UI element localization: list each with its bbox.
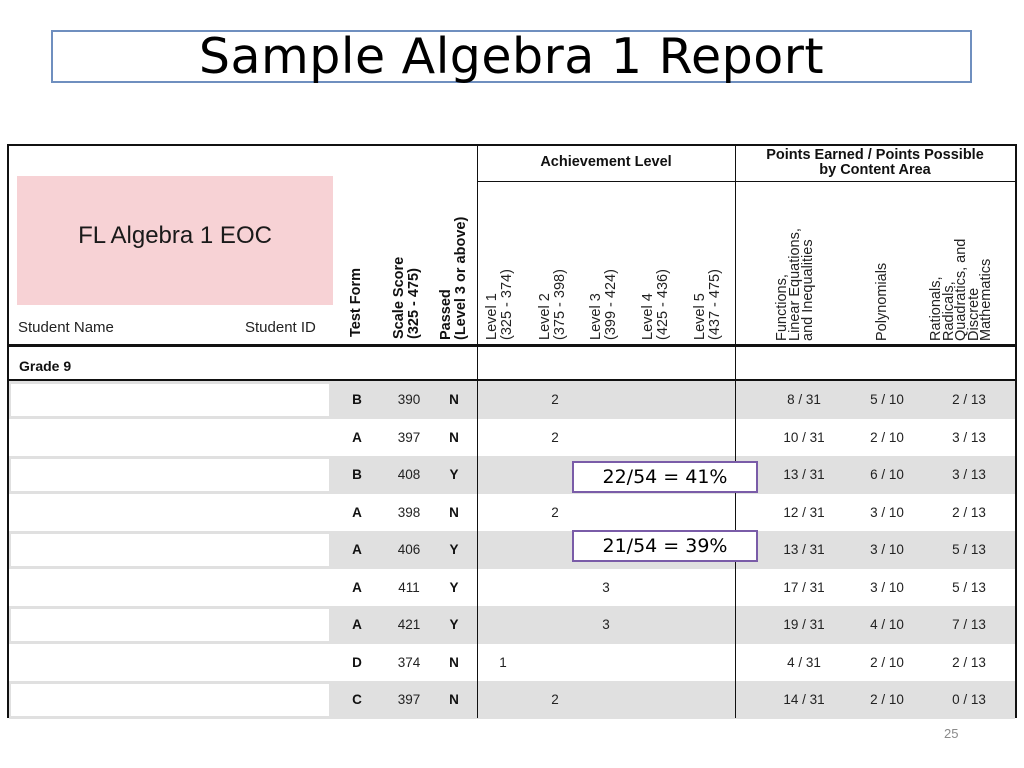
functions-points-cell: 12 / 31 [783, 504, 825, 520]
table-row [9, 531, 1015, 569]
level-2-header [538, 269, 568, 340]
polynomials-points-cell: 2 / 10 [870, 429, 904, 445]
achievement-level-title: Achievement Level [540, 154, 672, 170]
polynomials-points-cell: 6 / 10 [870, 467, 904, 482]
functions-points-cell: 13 / 31 [783, 542, 825, 557]
level-5-range: (437 - 475) [707, 269, 723, 340]
points-left-rule [735, 146, 736, 718]
polynomials-points-cell: 3 / 10 [870, 504, 904, 520]
rationals-points-cell: 0 / 13 [952, 692, 986, 707]
polynomials-points-cell: 2 / 10 [870, 654, 904, 670]
test-form-cell: A [352, 429, 362, 445]
rationals-line-4: Discrete [965, 287, 982, 341]
exam-name-box: FL Algebra 1 EOC [17, 176, 333, 305]
level-cell: 2 [551, 429, 559, 445]
level-5-label: Level 5 [692, 293, 708, 340]
callout-pass-rate-2: 21/54 = 39% [572, 530, 758, 562]
test-form-cell: C [352, 692, 362, 707]
level-2-label: Level 2 [537, 293, 553, 340]
table-row [9, 494, 1015, 532]
test-form-cell: A [352, 542, 362, 557]
grade-label: Grade 9 [19, 358, 72, 374]
table-row [9, 381, 1015, 419]
student-info-redacted [11, 609, 329, 641]
student-info-redacted [11, 422, 329, 454]
rationals-points-cell: 3 / 13 [952, 429, 986, 445]
passed-cell: Y [449, 579, 459, 595]
polynomials-header [875, 263, 890, 341]
table-row [9, 456, 1015, 494]
page-number: 25 [944, 726, 959, 741]
level-4-range: (425 - 436) [655, 269, 671, 340]
passed-cell: Y [449, 467, 459, 482]
scale-score-cell: 397 [397, 692, 421, 707]
level-1-label: Level 1 [484, 293, 500, 340]
report-table [7, 144, 1017, 718]
passed-label: Passed [438, 289, 454, 340]
scale-score-cell: 406 [397, 542, 421, 557]
scale-score-cell: 374 [397, 654, 421, 670]
functions-points-cell: 17 / 31 [783, 579, 825, 595]
passed-cell: N [449, 504, 459, 520]
points-title-line-1: Points Earned / Points Possible [766, 147, 984, 163]
student-name-label: Student Name [18, 319, 114, 336]
test-form-cell: A [352, 504, 362, 520]
scale-score-cell: 408 [397, 467, 421, 482]
header-rule-bottom [9, 344, 1015, 347]
polynomials-label: Polynomials [874, 262, 890, 341]
student-info-redacted [11, 534, 329, 566]
rationals-points-cell: 3 / 13 [952, 467, 986, 482]
rationals-points-cell: 2 / 13 [952, 504, 986, 520]
functions-points-cell: 13 / 31 [783, 467, 825, 482]
student-info-redacted [11, 684, 329, 716]
student-info-redacted [11, 647, 329, 679]
functions-points-cell: 4 / 31 [787, 654, 821, 670]
rationals-points-cell: 7 / 13 [952, 617, 986, 632]
passed-cell: Y [449, 617, 459, 632]
passed-cell: N [449, 692, 459, 707]
level-cell: 3 [602, 617, 610, 632]
rationals-points-cell: 5 / 13 [952, 579, 986, 595]
level-left-rule [477, 146, 478, 718]
table-row [9, 419, 1015, 457]
student-info-redacted [11, 572, 329, 604]
polynomials-points-cell: 3 / 10 [870, 579, 904, 595]
level-4-label: Level 4 [640, 293, 656, 340]
level-cell: 2 [551, 504, 559, 520]
scale-score-cell: 397 [397, 429, 421, 445]
level-4-header [641, 269, 671, 340]
table-row [9, 606, 1015, 644]
test-form-cell: A [352, 579, 362, 595]
header-rule-top [477, 181, 1015, 182]
functions-line-2: Linear Equations, [787, 228, 803, 341]
level-cell: 2 [551, 392, 559, 407]
student-info-redacted [11, 497, 329, 529]
level-cell: 1 [499, 654, 507, 670]
points-title-line-2: by Content Area [819, 162, 931, 178]
scale-score-cell: 411 [398, 579, 420, 595]
passed-cell: Y [449, 542, 459, 557]
level-3-header [589, 269, 619, 340]
test-form-cell: D [352, 654, 362, 670]
level-1-range: (325 - 374) [499, 269, 515, 340]
table-row [9, 644, 1015, 682]
rationals-points-cell: 5 / 13 [952, 542, 986, 557]
table-row [9, 681, 1015, 719]
student-info-redacted [11, 459, 329, 491]
level-cell: 2 [551, 692, 559, 707]
scale-score-cell: 390 [397, 392, 421, 407]
scale-score-range: (325 - 475) [406, 268, 422, 339]
test-form-cell: B [352, 392, 362, 407]
functions-points-cell: 10 / 31 [783, 429, 825, 445]
table-row [9, 569, 1015, 607]
scale-score-cell: 421 [397, 617, 421, 632]
scale-score-label: Scale Score [391, 256, 407, 339]
scale-score-header [392, 257, 422, 339]
rationals-line-2: Radicals, [940, 281, 957, 341]
functions-line-3: and Inequalities [800, 239, 816, 341]
passed-header [439, 217, 469, 340]
slide-title: Sample Algebra 1 Report [51, 30, 972, 83]
polynomials-points-cell: 5 / 10 [870, 392, 904, 407]
rationals-line-3: Quadratics, and [953, 238, 969, 341]
functions-points-cell: 8 / 31 [787, 392, 821, 407]
rationals-line-5: Mathematics [978, 258, 994, 341]
passed-cell: N [449, 429, 459, 445]
rationals-points-cell: 2 / 13 [952, 392, 986, 407]
polynomials-points-cell: 4 / 10 [870, 617, 904, 632]
test-form-cell: A [352, 617, 362, 632]
polynomials-points-cell: 3 / 10 [870, 542, 904, 557]
functions-points-cell: 14 / 31 [783, 692, 825, 707]
points-group-title [735, 148, 1015, 178]
grade-rule [9, 379, 1015, 381]
test-form-header: Test Form [348, 267, 364, 337]
student-id-label: Student ID [245, 319, 316, 336]
student-info-redacted [11, 384, 329, 416]
functions-line-1: Functions, [774, 274, 790, 341]
level-5-header [693, 269, 723, 340]
functions-header [776, 228, 815, 341]
level-2-range: (375 - 398) [552, 269, 568, 340]
rationals-line-1: Rationals, [928, 276, 944, 341]
polynomials-points-cell: 2 / 10 [870, 692, 904, 707]
rationals-header [930, 239, 993, 341]
scale-score-cell: 398 [397, 504, 421, 520]
passed-criteria: (Level 3 or above) [453, 216, 469, 340]
level-cell: 3 [602, 579, 610, 595]
rationals-points-cell: 2 / 13 [952, 654, 986, 670]
passed-cell: N [449, 654, 459, 670]
callout-pass-rate-1: 22/54 = 41% [572, 461, 758, 493]
level-1-header [485, 269, 515, 340]
level-3-label: Level 3 [588, 293, 604, 340]
test-form-cell: B [352, 467, 362, 482]
passed-cell: N [449, 392, 459, 407]
functions-points-cell: 19 / 31 [783, 617, 825, 632]
level-3-range: (399 - 424) [603, 269, 619, 340]
